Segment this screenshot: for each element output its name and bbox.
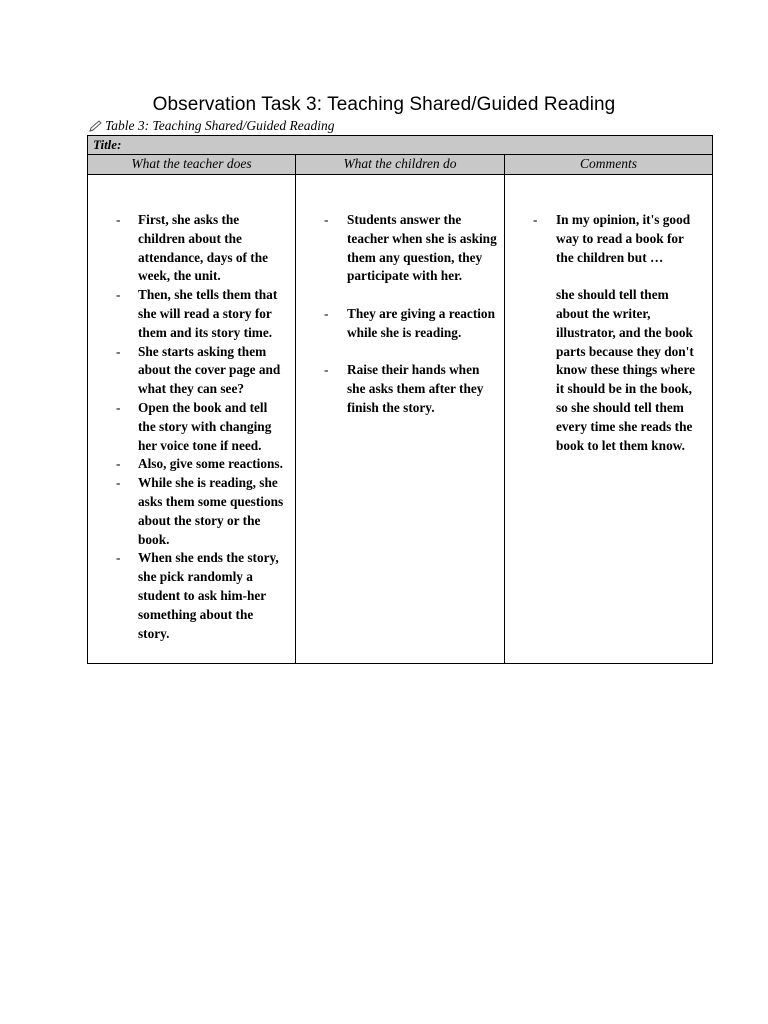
table-header-row [88, 155, 712, 175]
dash-marker: - [116, 212, 121, 227]
list-item [88, 211, 295, 286]
header-children: What the children do [296, 155, 505, 174]
comments-cell [505, 175, 712, 663]
list-item [88, 286, 295, 342]
header-comments: Comments [580, 156, 637, 171]
header-teacher: What the teacher does [88, 155, 296, 174]
dash-marker: - [116, 456, 121, 472]
dash-marker: - [324, 212, 329, 227]
dash-marker: - [324, 305, 329, 321]
dash-marker: - [116, 287, 121, 303]
pencil-icon [88, 119, 104, 133]
comment-item-text: In my opinion, it's good way to read a book for the children but … [556, 212, 691, 265]
table-caption [88, 117, 335, 135]
list-item [296, 211, 504, 286]
list-item [88, 399, 295, 455]
list-item [88, 455, 295, 474]
page-title: Observation Task 3: Teaching Shared/Guided Reading [152, 94, 616, 115]
list-item-text: Students answer the teacher when she is asking them any question, they participate with her. [347, 212, 497, 284]
dash-marker: - [116, 399, 121, 415]
teacher-list [88, 211, 295, 643]
list-item-text: When she ends the story, she pick randomly a student to ask him-her something about the story. [138, 550, 279, 641]
table-body-row [88, 175, 712, 663]
dash-marker: - [533, 212, 538, 227]
dash-marker: - [324, 362, 329, 378]
list-item [296, 305, 504, 343]
table-title-row [88, 136, 712, 155]
title-label: Title: [93, 137, 122, 152]
list-item-text: Raise their hands when she asks them after they finish the story. [347, 362, 484, 415]
list-item-text: She starts asking them about the cover page and what they can see? [138, 343, 281, 397]
children-cell [296, 175, 505, 663]
list-item-text: They are giving a reaction while she is reading. [347, 305, 495, 340]
caption-text: Table 3: Teaching Shared/Guided Reading [105, 118, 335, 133]
list-item-text: First, she asks the children about the attendance, days of the week, the unit. [138, 212, 269, 284]
list-item-text: While she is reading, she asks them some questions about the story or the book. [138, 475, 284, 547]
list-item-text: Also, give some reactions. [138, 456, 283, 472]
list-item-text: Then, she tells them that she will read a story for them and its story time. [138, 287, 278, 340]
list-item [88, 549, 295, 643]
list-item [296, 361, 504, 417]
list-item [88, 343, 295, 399]
observation-table [87, 135, 713, 664]
dash-marker: - [116, 475, 121, 491]
dash-marker: - [116, 343, 121, 359]
teacher-cell [88, 175, 296, 663]
comment-paragraph: she should tell them about the writer, illustrator, and the book parts because they don't know these things where it should be in the book, so she should tell them every time she reads the book to let them know. [556, 287, 696, 453]
list-item-text: Open the book and tell the story with changing her voice tone if need. [138, 399, 272, 453]
children-list [296, 211, 504, 418]
list-item [88, 474, 295, 549]
dash-marker: - [116, 550, 121, 566]
comment-item [505, 211, 712, 267]
